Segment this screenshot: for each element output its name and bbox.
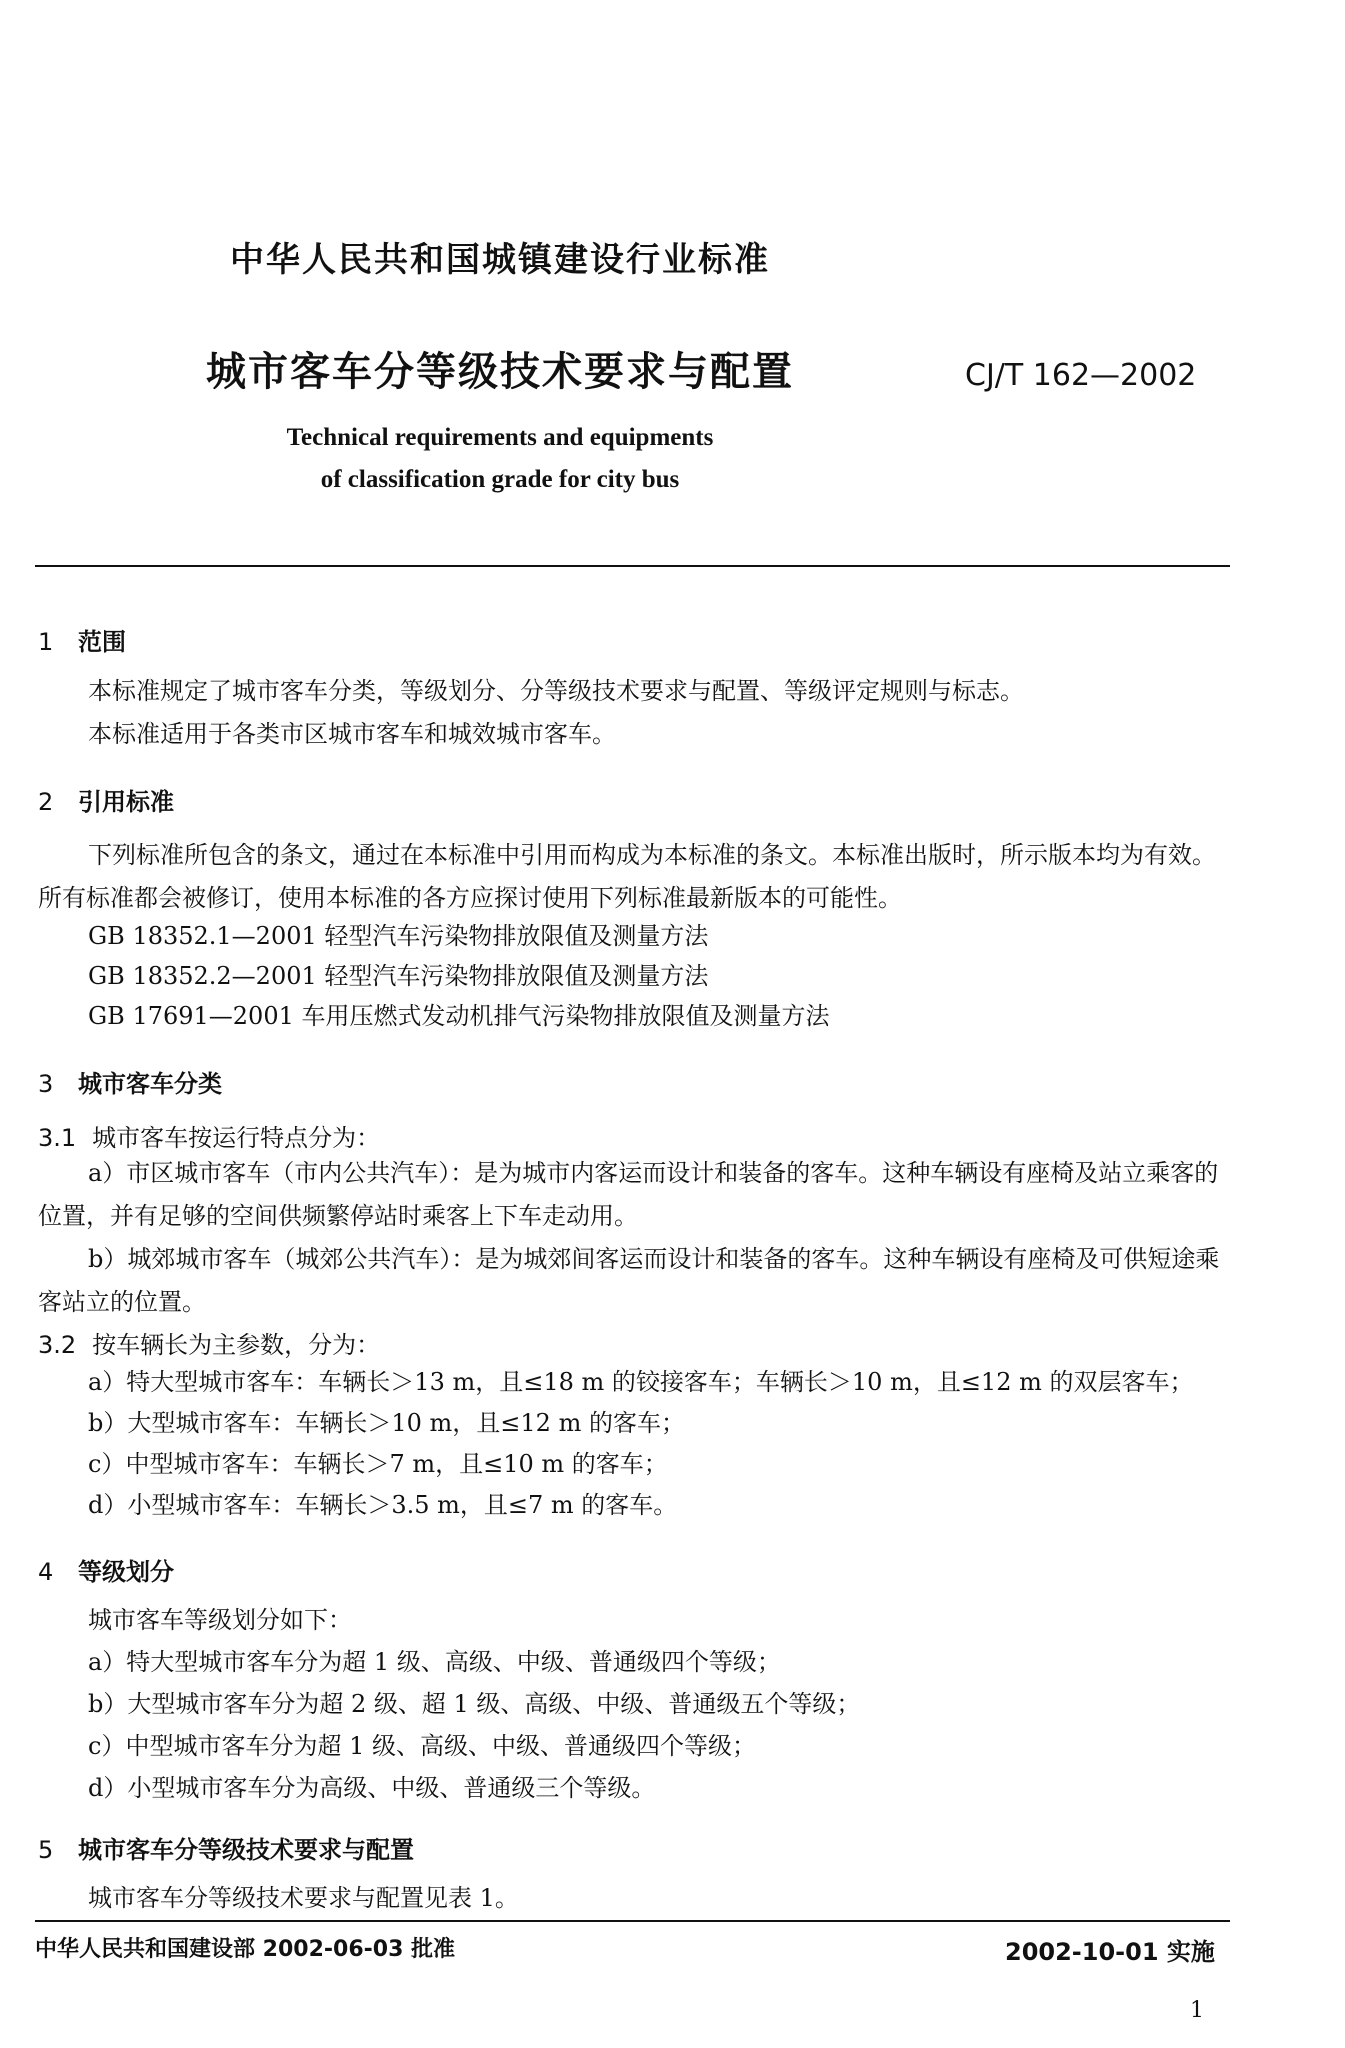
document-title-cn: 城市客车分等级技术要求与配置: [206, 349, 794, 395]
footer-divider: [35, 1920, 1230, 1922]
section-5-number: 5: [38, 1836, 54, 1864]
list-item: c）中型城市客车：车辆长＞7 m，且≤10 m 的客车；: [88, 1450, 668, 1478]
section-2-title: 引用标准: [78, 788, 174, 816]
list-item: a）特大型城市客车：车辆长＞13 m，且≤18 m 的铰接客车；车辆长＞10 m，且≤12 m 的双层客车；: [88, 1368, 1194, 1396]
section-4-title: 等级划分: [78, 1558, 174, 1586]
section-1-title: 范围: [78, 628, 126, 656]
section-4-heading: [38, 1552, 174, 1587]
document-title-en-line1: Technical requirements and equipments: [286, 424, 714, 451]
clause-3-1-text: 城市客车按运行特点分为：: [92, 1124, 381, 1152]
effective-date: 2002-10-01 实施: [1005, 1938, 1215, 1966]
section-2-paragraph-1: 下列标准所包含的条文，通过在本标准中引用而构成为本标准的条文。本标准出版时，所示版本均为有效。所有标准都会被修订，使用本标准的各方应探讨使用下列标准最新版本的可能性。: [38, 841, 1216, 912]
section-4-intro: 城市客车等级划分如下：: [88, 1606, 352, 1634]
reference-item: GB 18352.1—2001 轻型汽车污染物排放限值及测量方法: [88, 922, 709, 950]
list-item: c）中型城市客车分为超 1 级、高级、中级、普通级四个等级；: [88, 1732, 756, 1760]
section-3-heading: [38, 1064, 222, 1099]
section-2-heading: [38, 782, 174, 817]
clause-3-1-item-b: b）城郊城市客车（城郊公共汽车）：是为城郊间客运而设计和装备的客车。这种车辆设有座椅及可供短途乘客站立的位置。: [38, 1245, 1220, 1316]
list-item: d）小型城市客车：车辆长＞3.5 m，且≤7 m 的客车。: [88, 1491, 678, 1519]
section-5-heading: [38, 1830, 414, 1865]
list-item: a）特大型城市客车分为超 1 级、高级、中级、普通级四个等级；: [88, 1648, 781, 1676]
section-1-heading: [38, 622, 126, 657]
list-item: b）大型城市客车分为超 2 级、超 1 级、高级、中级、普通级五个等级；: [88, 1690, 861, 1718]
list-item: b）大型城市客车：车辆长＞10 m，且≤12 m 的客车；: [88, 1409, 685, 1437]
clause-3-1-number: 3.1: [38, 1124, 77, 1152]
section-3-number: 3: [38, 1070, 54, 1098]
clause-3-2-number: 3.2: [38, 1331, 77, 1359]
standard-code: CJ/T 162—2002: [965, 358, 1197, 393]
clause-3-1: [38, 1118, 380, 1153]
section-5-title: 城市客车分等级技术要求与配置: [78, 1836, 414, 1864]
section-2-number: 2: [38, 788, 54, 816]
issuing-organization: 中华人民共和国城镇建设行业标准: [230, 240, 770, 280]
clause-3-2: [38, 1325, 380, 1360]
section-3-title: 城市客车分类: [78, 1070, 222, 1098]
section-1-paragraph-2: 本标准适用于各类市区城市客车和城效城市客车。: [88, 720, 616, 748]
document-title-en-line2: of classification grade for city bus: [320, 466, 680, 493]
section-1-paragraph-1: 本标准规定了城市客车分类，等级划分、分等级技术要求与配置、等级评定规则与标志。: [88, 677, 1024, 705]
page-number: 1: [1190, 1998, 1204, 2023]
header-divider: [35, 565, 1230, 567]
clause-3-2-text: 按车辆长为主参数，分为：: [92, 1331, 381, 1359]
section-5-paragraph-1: 城市客车分等级技术要求与配置见表 1。: [88, 1884, 519, 1912]
approval-date: 中华人民共和国建设部 2002-06-03 批准: [35, 1937, 456, 1962]
section-4-number: 4: [38, 1558, 54, 1586]
list-item: d）小型城市客车分为高级、中级、普通级三个等级。: [88, 1774, 656, 1802]
reference-item: GB 18352.2—2001 轻型汽车污染物排放限值及测量方法: [88, 962, 709, 990]
reference-item: GB 17691—2001 车用压燃式发动机排气污染物排放限值及测量方法: [88, 1002, 830, 1030]
section-1-number: 1: [38, 628, 54, 656]
clause-3-1-item-a: a）市区城市客车（市内公共汽车）：是为城市内客运而设计和装备的客车。这种车辆设有座椅及站立乘客的位置，并有足够的空间供频繁停站时乘客上下车走动用。: [38, 1159, 1219, 1230]
